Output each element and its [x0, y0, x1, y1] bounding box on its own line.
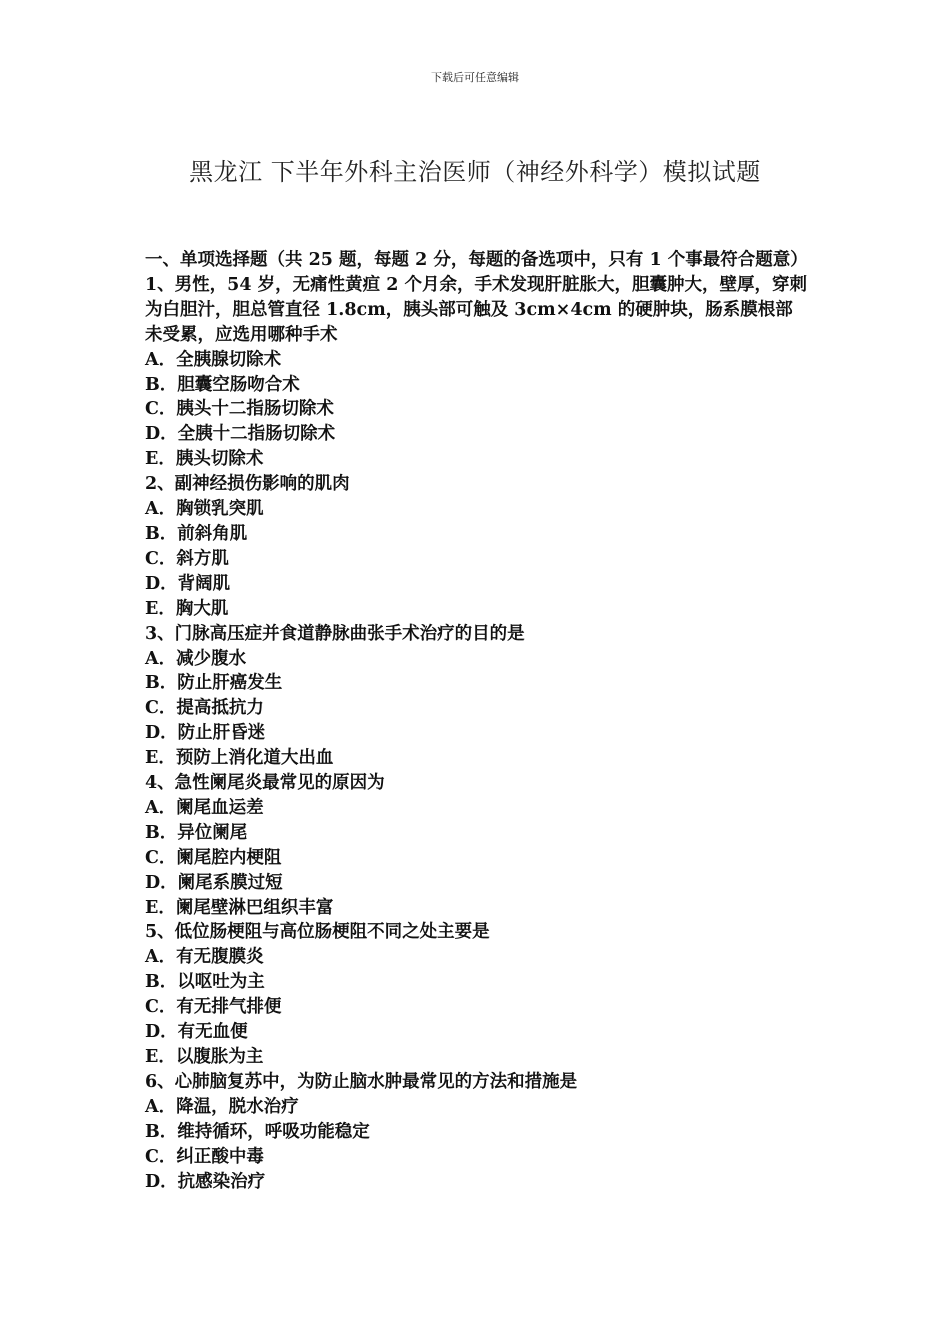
- question-1: [145, 273, 810, 472]
- option-e: E．以腹胀为主: [145, 1047, 264, 1067]
- question-2: [145, 472, 810, 621]
- option-e: E．预防上消化道大出血: [145, 748, 334, 769]
- option-c: C．有无排气排便: [145, 997, 282, 1018]
- question-stem: 3、门脉高压症并食道静脉曲张手术治疗的目的是: [145, 623, 525, 644]
- section-heading: 一、单项选择题（共 25 题，每题 2 分，每题的备选项中，只有 1 个事最符合题意）: [145, 250, 808, 270]
- question-stem: 4、急性阑尾炎最常见的原因为: [145, 773, 385, 794]
- option-d: D．阑尾系膜过短: [145, 872, 283, 893]
- option-d: D．防止肝昏迷: [145, 723, 266, 744]
- option-b: B．维持循环，呼吸功能稳定: [145, 1121, 370, 1142]
- option-d: D．有无血便: [145, 1022, 248, 1043]
- option-d: D．全胰十二指肠切除术: [145, 424, 336, 445]
- option-c: C．胰头十二指肠切除术: [145, 399, 334, 420]
- option-b: B．胆囊空肠吻合术: [145, 374, 300, 395]
- option-a: A．有无腹膜炎: [145, 947, 264, 968]
- document-body: [145, 248, 810, 1194]
- option-c: C．纠正酸中毒: [145, 1146, 264, 1167]
- option-c: C．斜方肌: [145, 548, 229, 569]
- option-d: D．背阔肌: [145, 573, 231, 594]
- option-b: B．前斜角肌: [145, 523, 248, 544]
- question-stem: 5、低位肠梗阻与高位肠梗阻不同之处主要是: [145, 922, 490, 943]
- option-e: E．胰头切除术: [145, 449, 264, 470]
- option-e: E．胸大肌: [145, 598, 229, 619]
- question-stem: 1、男性，54 岁，无痛性黄疸 2 个月余，手术发现肝脏胀大，胆囊肿大，壁厚，穿刺为白胆汁，胆总管直径 1.8cm，胰头部可触及 3cm×4cm 的硬肿块，肠系膜根部未受累，应选用哪种手术: [145, 274, 807, 345]
- option-b: B．防止肝癌发生: [145, 673, 283, 694]
- question-stem: 6、心肺脑复苏中，为防止脑水肿最常见的方法和措施是: [145, 1071, 578, 1092]
- question-stem: 2、副神经损伤影响的肌肉: [145, 474, 350, 495]
- question-5: [145, 920, 810, 1069]
- option-a: A．降温，脱水治疗: [145, 1096, 299, 1117]
- option-a: A．阑尾血运差: [145, 797, 264, 818]
- question-4: [145, 771, 810, 920]
- option-c: C．阑尾腔内梗阻: [145, 847, 282, 868]
- header-note: 下载后可任意编辑: [431, 71, 519, 84]
- option-b: B．以呕吐为主: [145, 972, 265, 993]
- option-d: D．抗感染治疗: [145, 1171, 266, 1192]
- option-b: B．异位阑尾: [145, 822, 248, 843]
- question-6: [145, 1070, 810, 1195]
- option-e: E．阑尾壁淋巴组织丰富: [145, 897, 334, 918]
- question-3: [145, 622, 810, 771]
- option-a: A．胸锁乳突肌: [145, 499, 264, 520]
- option-c: C．提高抵抗力: [145, 698, 264, 719]
- option-a: A．全胰腺切除术: [145, 349, 282, 370]
- option-a: A．减少腹水: [145, 648, 247, 669]
- document-title: 黑龙江 下半年外科主治医师（神经外科学）模拟试题: [189, 158, 761, 186]
